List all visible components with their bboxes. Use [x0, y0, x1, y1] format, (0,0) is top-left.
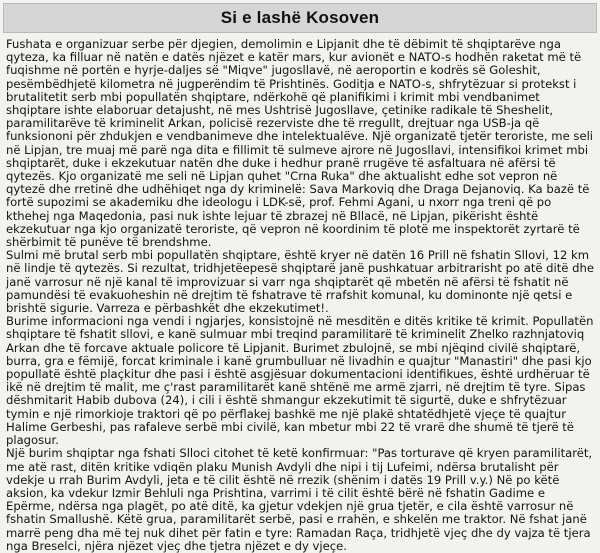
- article-paragraph: Një burim shqiptar nga fshati Slloci citohet të ketë konfirmuar: "Pas torturave që kryen paramilitarët, me atë rast, ditën kritike vdiqën plaku Munish Avdyli dhe nipi i tij Lufeimi, ndërsa brutalisht për vdekje u rrah Burim Avdyli, jeta e të cilit është në rrezik (shënim i datës 19 Prill v.y.) Në po këtë aksion, ka vdekur Izmir Behluli nga Prishtina, varrimi i të cilit është bërë në fshatin Gadime e Epërme, ndërsa nga plagët, po atë ditë, ka gjetur vdekjen një grua tjetër, e cila është varrosur në fshatin Smallushë. Këtë grua, paramilitarët serbë, pasi e rrahën, e shkelën me traktor. Në fshat janë marrë peng dha më tej nuk dihet për fatin e tyre: Ramadan Raça, tridhjetë vjeç dhe dy vajza të tjera nga Breselci, njëra njëzet vjeç dhe tjetra njëzet e dy vjeçe.: [6, 446, 593, 553]
- title-bar: [3, 3, 597, 33]
- article-body: [3, 37, 594, 553]
- article-paragraph: Burime informacioni nga vendi i ngjarjes, konsistojnë në mesditën e ditës kritike të krimit. Popullatën shqiptare të fshatit sllovi, e kanë sulmuar mbi treqind paramilitarë të kriminelit Zhelko razhnjatoviq Arkan dhe të forcave aktuale policore të Lipjanit. Burimet zbulojnë, se mbi njëqind civilë shqiptarë, burra, gra e fëmijë, forcat kriminale i kanë grumbulluar në livadhin e quajtur "Manastiri" dhe pasi kjo popullatë është plaçkitur dhe pasi i është asgjësuar dokumentacioni identifikues, është urdhëruar të ikë në drejtim të malit, me ç'rast paramilitarët kanë shtënë me armë zjarri, në drejtim të tyre. Sipas dëshmitarit Habib dubova (24), i cili i është shmangur ekzekutimit të sigurtë, duke e shfrytëzuar tymin e një rimorkioje traktori që po përflakej bashkë me një plakë shtatëdhjetë vjeçe të quajtur Halime Gerbeshi, pas rafaleve serbë mbi civilë, kan mbetur mbi 22 të vrarë dhe shumë të tjerë të plagosur.: [6, 314, 594, 448]
- article-paragraph: Fushata e organizuar serbe për djegien, demolimin e Lipjanit dhe të dëbimit të shqiptarëve nga qyteza, ka filluar në natën e datës njëzet e katër mars, kur avionët e NATO-s hodhën raketat më të fuqishme në portën e hyrje-daljes së "Miqve" jugosllavë, në aeroportin e kodrës së Goleshit, pesëmbëdhjetë kilometra në jugperëndim të Prishtinës. Goditja e NATO-s, shfrytëzuar si protekst i brutalitetit serb mbi popullatën shqiptare, ndërkohë që planifikimi i krimit mbi vendbanimet shqiptare ishte elaboruar detajusht, në mes Ushtrisë Jugosllave, çetinike radikale të Sheshelit, paramilitarëve të kriminelit Arkan, policisë rezerviste dhe të rregullt, drejtuar nga USB-ja që funksiononi për zhdukjen e vendbanimeve dhe intelektualëve. Një organizatë tjetër teroriste, me seli në Lipjan, tre muaj më parë nga dita e fillimit të sulmeve ajrore në Jugosllavi, intensifikoi krimet mbi shqiptarët, duke i ekzekutuar natën dhe duke i hedhur pranë rrugëve të asfaltuara në afërsi të qytezës. Kjo organizatë me seli në Lipjan quhet "Crna Ruka" dhe aktualisht edhe sot vepron në qytezë dhe rretinë dhe udhëhiqet nga dy kriminelë: Sava Markoviq dhe Draga Dejanoviq. Ka bazë të fortë supozimi se akademiku dhe ideologu i LDK-së, prof. Fehmi Agani, u nxorr nga treni që po kthehej nga Maqedonia, pasi nuk ishte lejuar të zbrazej në Bllacë, në Lipjan, pikërisht është ekzekutuar nga kjo organizatë teroriste, që vepron në koordinim të plotë me inspektorët zyrtarë të shërbimit të punëve të brendshme.: [6, 37, 594, 250]
- article-paragraph: Sulmi më brutal serb mbi popullatën shqiptare, është kryer në datën 16 Prill në fshatin Sllovi, 12 km në lindje të qytezës. Si rezultat, tridhjetëepesë shqiptarë janë pushkatuar arbitrarisht po atë ditë dhe janë varrosur në një kanal të improvizuar si varr nga shqiptarët që mbetën në afërsi të fshatit në pamundësi të evakuoheshin në drejtim të fshatrave të rrafshit komunal, ku dominonte një qetsi e brishtë sigurie. Varreza e përbashkët dhe ekzekutimet!.: [6, 248, 594, 316]
- article-title: Si e lashë Kosoven: [220, 8, 380, 27]
